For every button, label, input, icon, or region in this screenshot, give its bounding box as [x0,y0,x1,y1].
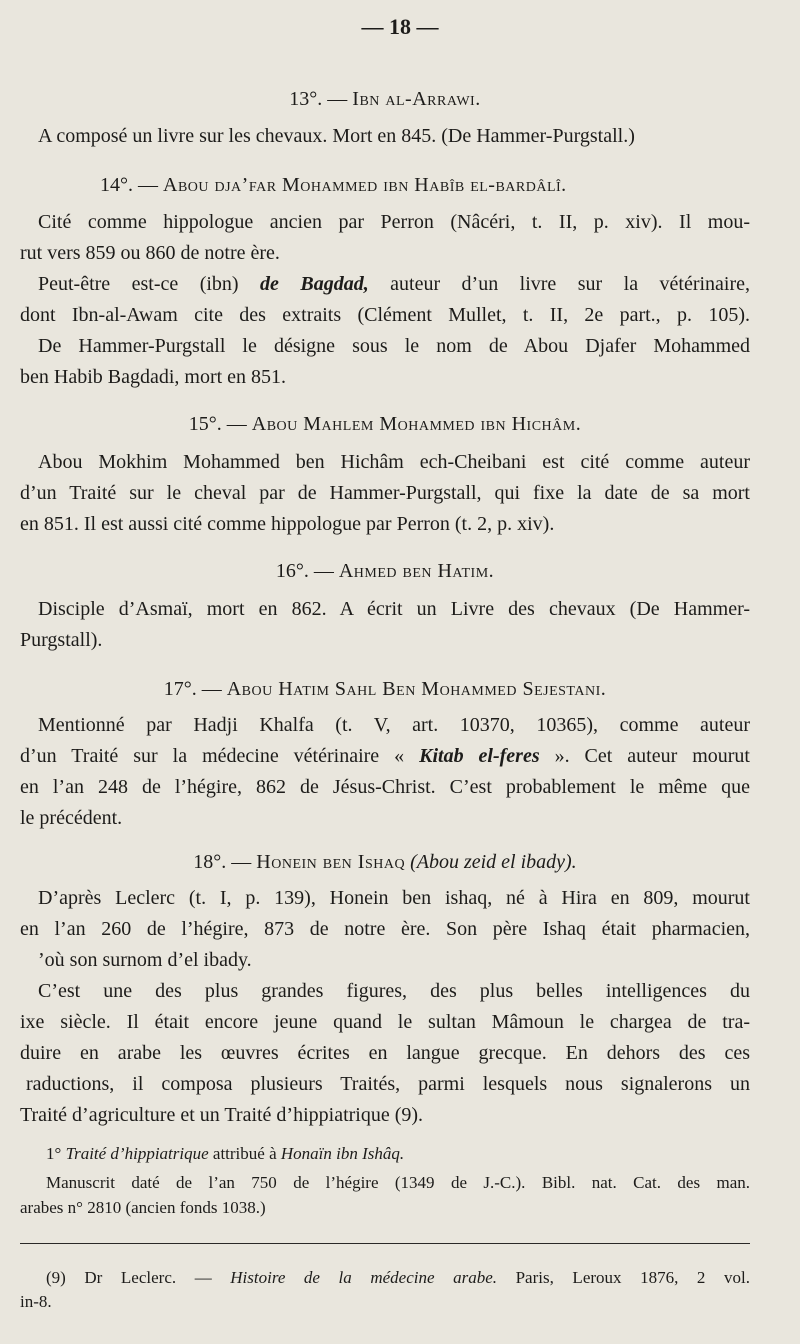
section-number: 15°. [188,413,222,435]
text-run: auteur d’un livre sur la vétérinaire, [368,273,751,295]
section-heading-13: 13°. — Ibn al-Arrawi. [289,88,481,110]
section-number: 17°. [163,678,197,700]
paragraph-line: d’un Traité sur le cheval par de Hammer-Purgstall, qui fixe la date de sa mort [20,482,750,504]
paragraph-line: C’est une des plus grandes figures, des plus belles intelligences du [38,980,750,1002]
paragraph-line: ixe siècle. Il était encore jeune quand le sultan Mâmoun le chargea de tra- [20,1011,750,1033]
section-title: Abou dja’far Mohammed ibn Habîb el-bardâlî. [163,174,567,196]
paragraph-line: raductions, il composa plusieurs Traités, parmi lesquels nous signalerons un [26,1073,750,1095]
italic-place: de Bagdad, [260,273,369,295]
paragraph-line: Disciple d’Asmaï, mort en 862. A écrit un Livre des chevaux (De Hammer- [38,598,750,620]
paragraph-line: en l’an 248 de l’hégire, 862 de Jésus-Christ. C’est probablement le même que [20,776,750,798]
section-number: 13°. [289,88,323,110]
paragraph-line: en l’an 260 de l’hégire, 873 de notre ère. Son père Ishaq était pharmacien, [20,918,750,940]
paragraph-line: Cité comme hippologue ancien par Perron (Nâcéri, t. II, p. xiv). Il mou- [38,211,750,233]
section-alt-name: (Abou zeid el ibady). [410,851,577,873]
text-run: Paris, Leroux 1876, 2 vol. [497,1268,750,1287]
paragraph-line: De Hammer-Purgstall le désigne sous le nom de Abou Djafer Mohammed [38,335,750,357]
work-title: Traité d’hippiatrique [65,1144,209,1163]
paragraph-line: en 851. Il est aussi cité comme hippologue par Perron (t. 2, p. xiv). [20,513,555,535]
work-number: 1° [46,1144,66,1163]
paragraph-line: dont Ibn-al-Awam cite des extraits (Clément Mullet, t. II, 2e part., p. 105). [20,304,750,326]
text-run: Peut-être est-ce (ibn) [38,273,261,295]
text-run: attribué à [208,1144,281,1163]
paragraph-line: A composé un livre sur les chevaux. Mort en 845. (De Hammer-Purgstall.) [38,125,635,147]
section-heading-17: 17°. — Abou Hatim Sahl Ben Mohammed Sejestani. [163,678,607,700]
section-heading-15: 15°. — Abou Mahlem Mohammed ibn Hichâm. [188,413,582,435]
paragraph-line: Abou Mokhim Mohammed ben Hichâm ech-Cheibani est cité comme auteur [38,451,750,473]
section-title: Ibn al-Arrawi. [352,88,481,110]
section-number: 18°. [193,851,227,873]
paragraph-line [38,269,750,300]
section-number: 16°. [275,560,309,582]
paragraph-line: duire en arabe les œuvres écrites en langue grecque. En dehors des ces [20,1042,750,1064]
paragraph-line: ben Habib Bagdadi, mort en 851. [20,366,287,388]
paragraph-line: le précédent. [20,807,123,829]
footnote-line: in-8. [20,1292,52,1311]
text-run: d’un Traité sur la médecine vétérinaire « [20,745,420,767]
section-heading-18: 18°. — Honein ben Ishaq (Abou zeid el ibady). [193,851,577,873]
footnote-title: Histoire de la médecine arabe. [230,1268,498,1287]
footnote-divider [20,1243,750,1244]
text-run: (9) Dr Leclerc. — [46,1268,231,1287]
paragraph-line: Purgstall). [20,629,103,651]
paragraph-line: D’après Leclerc (t. I, p. 139), Honein ben ishaq, né à Hira en 809, mourut [38,887,750,909]
footnote-line [46,1265,750,1291]
section-heading-16: 16°. — Ahmed ben Hatim. [275,560,495,582]
text-run: ». Cet auteur mourut [539,745,750,767]
section-title: Abou Mahlem Mohammed ibn Hichâm. [251,413,582,435]
paragraph-line: rut vers 859 ou 860 de notre ère. [20,242,280,264]
work-entry-heading [46,1141,750,1167]
paragraph-line: Traité d’agriculture et un Traité d’hippiatrique (9). [20,1104,424,1126]
page-number: — 18 — [361,14,439,39]
work-entry-line: arabes n° 2810 (ancien fonds 1038.) [20,1198,266,1217]
paragraph-line [20,741,750,772]
italic-title: Kitab el-feres [419,745,540,767]
section-title: Honein ben Ishaq [256,851,406,873]
work-entry-line: Manuscrit daté de l’an 750 de l’hégire (1349 de J.-C.). Bibl. nat. Cat. des man. [46,1173,750,1192]
section-title: Ahmed ben Hatim. [338,560,495,582]
section-number: 14°. [100,174,133,196]
paragraph-line: Mentionné par Hadji Khalfa (t. V, art. 10370, 10365), comme auteur [38,714,750,736]
work-author: Honaïn ibn Ishâq. [280,1144,405,1163]
section-title: Abou Hatim Sahl Ben Mohammed Sejestani. [226,678,607,700]
paragraph-line: ’où son surnom d’el ibady. [38,949,252,971]
section-heading-14: 14°. — Abou dja’far Mohammed ibn Habîb el-bardâlî. [100,174,567,196]
